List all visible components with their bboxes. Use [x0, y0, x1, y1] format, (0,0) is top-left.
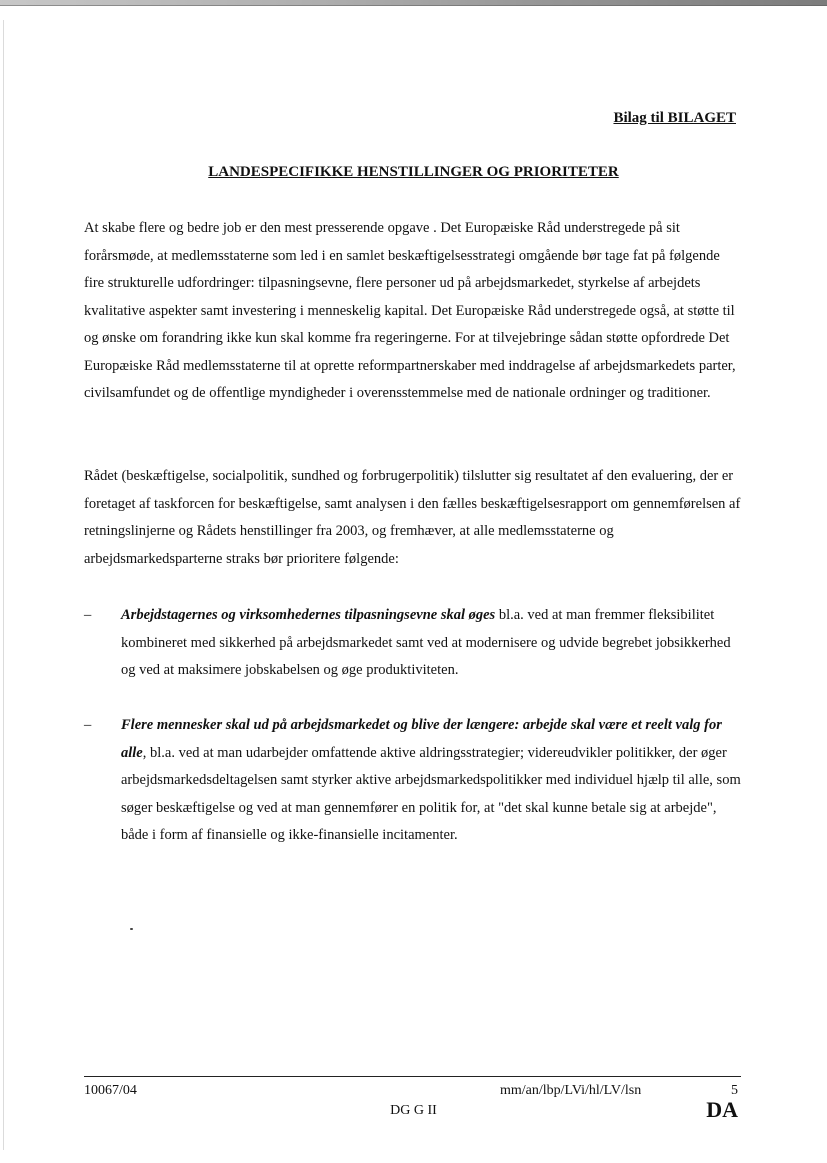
bullet-text: [121, 712, 741, 850]
footer-initials: mm/an/lbp/LVi/hl/LV/lsn: [500, 1083, 642, 1098]
footer-rule: [84, 1076, 741, 1077]
document-title: LANDESPECIFIKKE HENSTILLINGER OG PRIORITETER: [208, 164, 619, 180]
bullet-dash: –: [84, 607, 92, 623]
footer-doc-number: 10067/04: [84, 1083, 137, 1098]
bullet-text: [121, 602, 741, 685]
scan-speck: [130, 928, 133, 930]
scan-edge-left: [3, 20, 4, 1150]
footer-dg: DG G II: [390, 1103, 437, 1118]
bullet-emphasis: Flere mennesker skal ud på arbejdsmarkedet og blive der længere: arbejde skal være et reelt valg for alle: [121, 717, 722, 761]
footer-page-number: 5: [731, 1083, 738, 1098]
bullet-emphasis: Arbejdstagernes og virksomhedernes tilpasningsevne skal øges: [121, 607, 496, 623]
bullet-dash: –: [84, 717, 92, 733]
scan-edge-line: [0, 5, 827, 6]
bullet-item-1: [84, 602, 741, 685]
footer-language: DA: [706, 1097, 738, 1122]
paragraph-2: Rådet (beskæftigelse, socialpolitik, sundhed og forbrugerpolitik) tilslutter sig resultatet af den evaluering, der er foretaget af taskforcen for beskæftigelse, samt analysen i den fælles beskæftigelsesrapport om gennemførelsen af retningslinjerne og Rådets henstillinger fra 2003, og fremhæver, at alle medlemsstaterne og arbejdsmarkedsparterne straks bør prioritere følgende:: [84, 468, 741, 567]
bullet-body: , bl.a. ved at man udarbejder omfattende aktive aldringsstrategier; videreudvikler politikker, der øger arbejdsmarkedsdeltagelsen samt styrker aktive arbejdsmarkedspolitikker med individuel hjælp til alle, som søger beskæftigelse og ved at man gennemfører en politik for, at "det skal kunne betale sig at arbejde", både i form af finansielle og ikke-finansielle incitamenter.: [121, 744, 741, 843]
bullet-body: bl.a. ved at man fremmer fleksibilitet kombineret med sikkerhed på arbejdsmarkedet samt ved at modernisere og udvide begrebet jobsikkerhed og ved at maksimere jobskabelsen og øge produktiviteten.: [121, 607, 731, 678]
annex-label: Bilag til BILAGET: [613, 110, 736, 126]
paragraph-1: At skabe flere og bedre job er den mest presserende opgave . Det Europæiske Råd understregede på sit forårsmøde, at medlemsstaterne som led i en samlet beskæftigelsesstrategi omgående bør tage fat på følgende fire strukturelle udfordringer: tilpasningsevne, flere personer ud på arbejdsmarkedet, styrkelse af arbejdets kvalitative aspekter samt investering i menneskelig kapital. Det Europæiske Råd understregede også, at støtte til og ønske om forandring ikke kun skal komme fra regeringerne. For at tilvejebringe sådan støtte opfordrede Det Europæiske Råd medlemsstaterne til at oprette reformpartnerskaber med inddragelse af arbejdsmarkedets parter, civilsamfundet og de offentlige myndigheder i overensstemmelse med de nationale ordninger og traditioner.: [84, 220, 736, 401]
bullet-item-2: [84, 712, 741, 850]
